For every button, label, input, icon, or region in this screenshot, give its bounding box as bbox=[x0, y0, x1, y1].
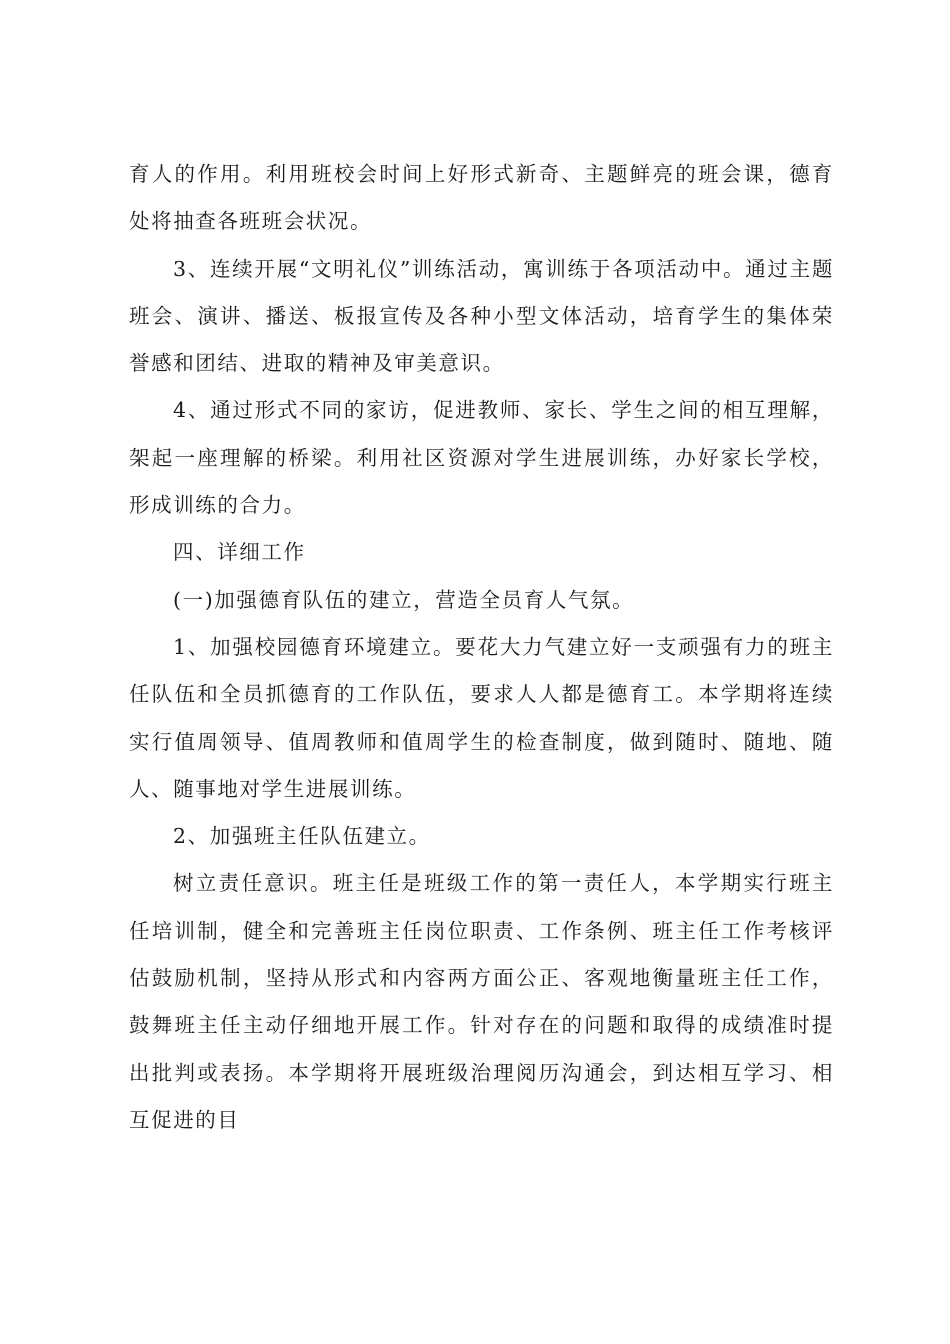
paragraph-responsibility: 树立责任意识。班主任是班级工作的第一责任人，本学期实行班主任培训制，健全和完善班主任岗位职责、工作条例、班主任工作考核评估鼓励机制，坚持从形式和内容两方面公正、客观地衡量班主任工作，鼓舞班主任主动仔细地开展工作。针对存在的问题和取得的成绩准时提出批判或表扬。本学期将开展班级治理阅历沟通会，到达相互学习、相互促进的目 bbox=[129, 871, 834, 1132]
document-body bbox=[129, 151, 834, 1144]
paragraph-item-4: 4、通过形式不同的家访，促进教师、家长、学生之间的相互理解，架起一座理解的桥梁。利用社区资源对学生进展训练，办好家长学校，形成训练的合力。 bbox=[129, 398, 834, 518]
subsection-heading: (一)加强德育队伍的建立，营造全员育人气氛。 bbox=[173, 587, 635, 612]
paragraph-item-2: 2、加强班主任队伍建立。 bbox=[173, 824, 431, 849]
paragraph-continuation: 育人的作用。利用班校会时间上好形式新奇、主题鲜亮的班会课，德育处将抽查各班班会状况。 bbox=[129, 162, 834, 234]
paragraph-item-1: 1、加强校园德育环境建立。要花大力气建立好一支顽强有力的班主任队伍和全员抓德育的工作队伍，要求人人都是德育工。本学期将连续实行值周领导、值周教师和值周学生的检查制度，做到随时、随地、随人、随事地对学生进展训练。 bbox=[129, 634, 834, 801]
section-heading: 四、详细工作 bbox=[173, 540, 306, 565]
paragraph-item-3: 3、连续开展“文明礼仪”训练活动，寓训练于各项活动中。通过主题班会、演讲、播送、板报宣传及各种小型文体活动，培育学生的集体荣誉感和团结、进取的精神及审美意识。 bbox=[129, 256, 834, 376]
